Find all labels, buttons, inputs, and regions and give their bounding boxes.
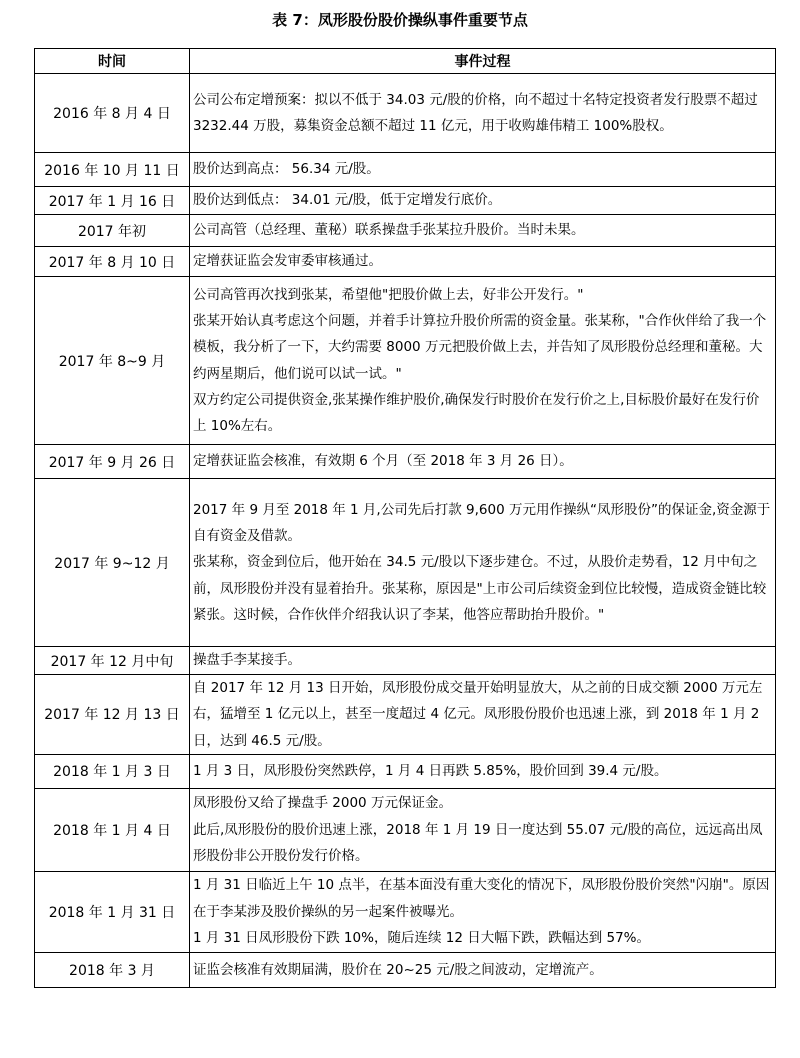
event-time: 2017 年 12 月 13 日 — [35, 675, 190, 755]
event-time: 2017 年 9 月 26 日 — [35, 445, 190, 479]
event-time: 2017 年 8~9 月 — [35, 277, 190, 445]
event-description — [190, 74, 776, 153]
event-description — [190, 754, 776, 788]
event-paragraph: 操盘手李某接手。 — [193, 652, 301, 669]
event-time: 2018 年 1 月 4 日 — [35, 788, 190, 871]
event-description — [190, 952, 776, 987]
table-row — [35, 277, 776, 445]
table-row — [35, 871, 776, 952]
event-paragraph: 证监会核准有效期届满，股价在 20~25 元/股之间波动，定增流产。 — [193, 961, 603, 978]
event-paragraph: 自 2017 年 12 月 13 日开始，凤形股份成交量开始明显放大，从之前的日成交额 2000 万元左右，猛增至 1 亿元以上，甚至一度超过 4 亿元。凤形股份股价也迅速上涨，到 2018 年 1 月 2 日，达到 46.5 元/股。 — [193, 680, 763, 749]
table-row — [35, 247, 776, 277]
event-time: 2016 年 10 月 11 日 — [35, 153, 190, 187]
table-row — [35, 215, 776, 247]
event-paragraph: 定增获证监会核准，有效期 6 个月（至 2018 年 3 月 26 日）。 — [193, 453, 573, 470]
event-time: 2018 年 1 月 3 日 — [35, 754, 190, 788]
event-paragraph: 张某开始认真考虑这个问题，并着手计算拉升股价所需的资金量。张某称，"合作伙伴给了我一个模板，我分析了一下，大约需要 8000 万元把股价做上去，并告知了凤形股份总经理和董秘。大约两星期后，他们说可以试一试。" — [193, 312, 767, 382]
event-paragraph: 张某称，资金到位后，他开始在 34.5 元/股以下逐步建仓。不过，从股价走势看，12 月中旬之前，凤形股份并没有显着抬升。张某称，原因是"上市公司后续资金到位比较慢，造成资金链比较紧张。这时候，合作伙伴介绍我认识了李某，他答应帮助抬升股价。" — [193, 554, 767, 623]
table-row — [35, 74, 776, 153]
table-row — [35, 675, 776, 755]
table-row — [35, 153, 776, 187]
event-paragraph: 此后,凤形股份的股价迅速上涨，2018 年 1 月 19 日一度达到 55.07 元/股的高位，远远高出凤形股份非公开股份发行价格。 — [193, 821, 763, 865]
event-time: 2017 年初 — [35, 215, 190, 247]
header-process: 事件过程 — [190, 49, 776, 74]
event-paragraph: 股价达到低点： 34.01 元/股，低于定增发行底价。 — [193, 192, 502, 209]
event-time: 2017 年 9~12 月 — [35, 479, 190, 647]
event-time: 2017 年 1 月 16 日 — [35, 187, 190, 215]
event-paragraph: 1 月 31 日临近上午 10 点半，在基本面没有重大变化的情况下，凤形股份股价突然"闪崩"。原因在于李某涉及股价操纵的另一起案件被曝光。 — [193, 877, 770, 920]
table-row — [35, 952, 776, 987]
event-description — [190, 647, 776, 675]
event-paragraph: 1 月 3 日，凤形股份突然跌停，1 月 4 日再跌 5.85%，股价回到 39.4 元/股。 — [193, 763, 668, 780]
event-paragraph: 2017 年 9 月至 2018 年 1 月,公司先后打款 9,600 万元用作操纵“凤形股份”的保证金,资金源于自有资金及借款。 — [193, 501, 771, 545]
event-paragraph: 双方约定公司提供资金,张某操作维护股价,确保发行时股价在发行价之上,目标股价最好在发行价上 10%左右。 — [193, 391, 760, 435]
event-description — [190, 871, 776, 952]
event-description — [190, 215, 776, 247]
event-description — [190, 445, 776, 479]
event-description — [190, 153, 776, 187]
event-paragraph: 公司高管（总经理、董秘）联系操盘手张某拉升股价。当时未果。 — [193, 222, 585, 239]
event-paragraph: 1 月 31 日凤形股份下跌 10%，随后连续 12 日大幅下跌，跌幅达到 57%。 — [193, 930, 650, 947]
event-description — [190, 788, 776, 871]
table-header-row — [35, 49, 776, 74]
table-row — [35, 788, 776, 871]
events-table — [34, 48, 776, 988]
event-paragraph: 定增获证监会发审委审核通过。 — [193, 253, 382, 270]
table-title: 表 7：凤形股份股价操纵事件重要节点 — [272, 11, 528, 29]
event-time: 2018 年 1 月 31 日 — [35, 871, 190, 952]
event-description — [190, 277, 776, 445]
event-description — [190, 187, 776, 215]
event-paragraph: 公司公布定增预案：拟以不低于 34.03 元/股的价格，向不超过十名特定投资者发行股票不超过 3232.44 万股，募集资金总额不超过 11 亿元，用于收购雄伟精工 100%股权。 — [193, 91, 758, 134]
event-time: 2016 年 8 月 4 日 — [35, 74, 190, 153]
header-time: 时间 — [35, 49, 190, 74]
event-paragraph: 公司高管再次找到张某，希望他"把股价做上去，好非公开发行。" — [193, 286, 584, 303]
event-description — [190, 479, 776, 647]
table-body — [35, 74, 776, 988]
event-paragraph: 股价达到高点： 56.34 元/股。 — [193, 161, 380, 178]
event-time: 2017 年 12 月中旬 — [35, 647, 190, 675]
event-time: 2017 年 8 月 10 日 — [35, 247, 190, 277]
table-row — [35, 479, 776, 647]
table-row — [35, 445, 776, 479]
event-description — [190, 247, 776, 277]
table-row — [35, 647, 776, 675]
table-row — [35, 754, 776, 788]
event-description — [190, 675, 776, 755]
table-row — [35, 187, 776, 215]
event-time: 2018 年 3 月 — [35, 952, 190, 987]
event-paragraph: 凤形股份又给了操盘手 2000 万元保证金。 — [193, 795, 452, 812]
